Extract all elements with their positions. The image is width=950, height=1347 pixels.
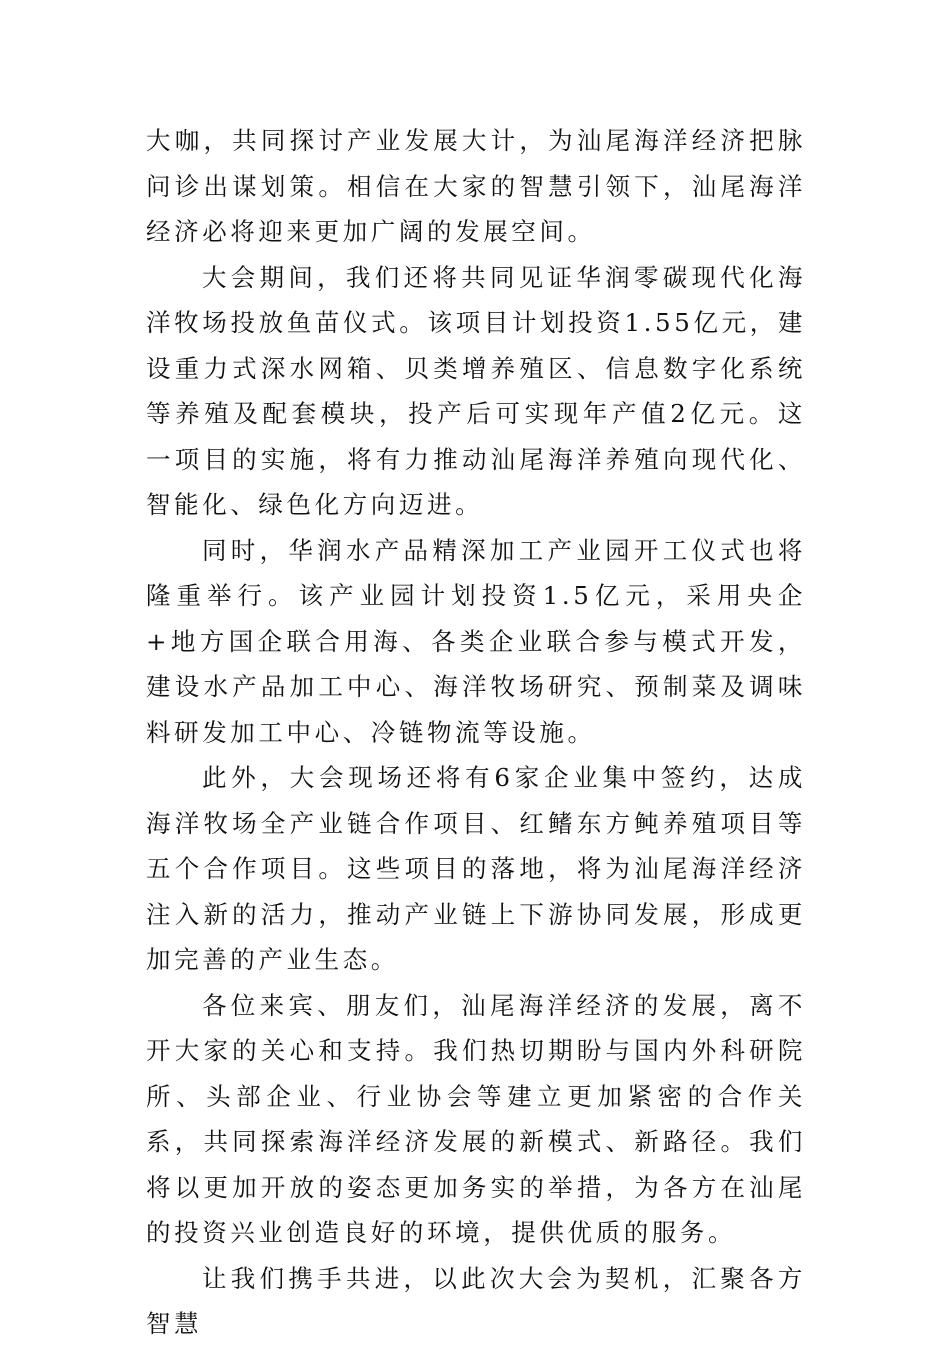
paragraph-closing: 让我们携手共进，以此次大会为契机，汇聚各方智慧: [146, 1263, 806, 1338]
paragraph-processing-park: 同时，华润水产品精深加工产业园开工仪式也将隆重举行。该产业园计划投资1.5亿元，采用央企+地方国企联合用海、各类企业联合参与模式开发，建设水产品加工中心、海洋牧场研究、预制菜及调味料研发加工中心、冷链物流等设施。: [146, 535, 806, 747]
paragraph-cooperation: 各位来宾、朋友们，汕尾海洋经济的发展，离不开大家的关心和支持。我们热切期盼与国内外科研院所、头部企业、行业协会等建立更加紧密的合作关系，共同探索海洋经济发展的新模式、新路径。我们将以更加开放的姿态更加务实的举措，为各方在汕尾的投资兴业创造良好的环境，提供优质的服务。: [146, 990, 806, 1247]
paragraph-fish-release-ceremony: 大会期间，我们还将共同见证华润零碳现代化海洋牧场投放鱼苗仪式。该项目计划投资1.55亿元，建设重力式深水网箱、贝类增养殖区、信息数字化系统等养殖及配套模块，投产后可实现年产值2亿元。这一项目的实施，将有力推动汕尾海洋养殖向现代化、智能化、绿色化方向迈进。: [146, 262, 806, 519]
paragraph-continuation: 大咖，共同探讨产业发展大计，为汕尾海洋经济把脉问诊出谋划策。相信在大家的智慧引领下，汕尾海洋经济必将迎来更加广阔的发展空间。: [146, 126, 806, 246]
body-text: [146, 118, 806, 1347]
paragraph-signing: 此外，大会现场还将有6家企业集中签约，达成海洋牧场全产业链合作项目、红鳍东方鲀养殖项目等五个合作项目。这些项目的落地，将为汕尾海洋经济注入新的活力，推动产业链上下游协同发展，形成更加完善的产业生态。: [146, 763, 806, 974]
